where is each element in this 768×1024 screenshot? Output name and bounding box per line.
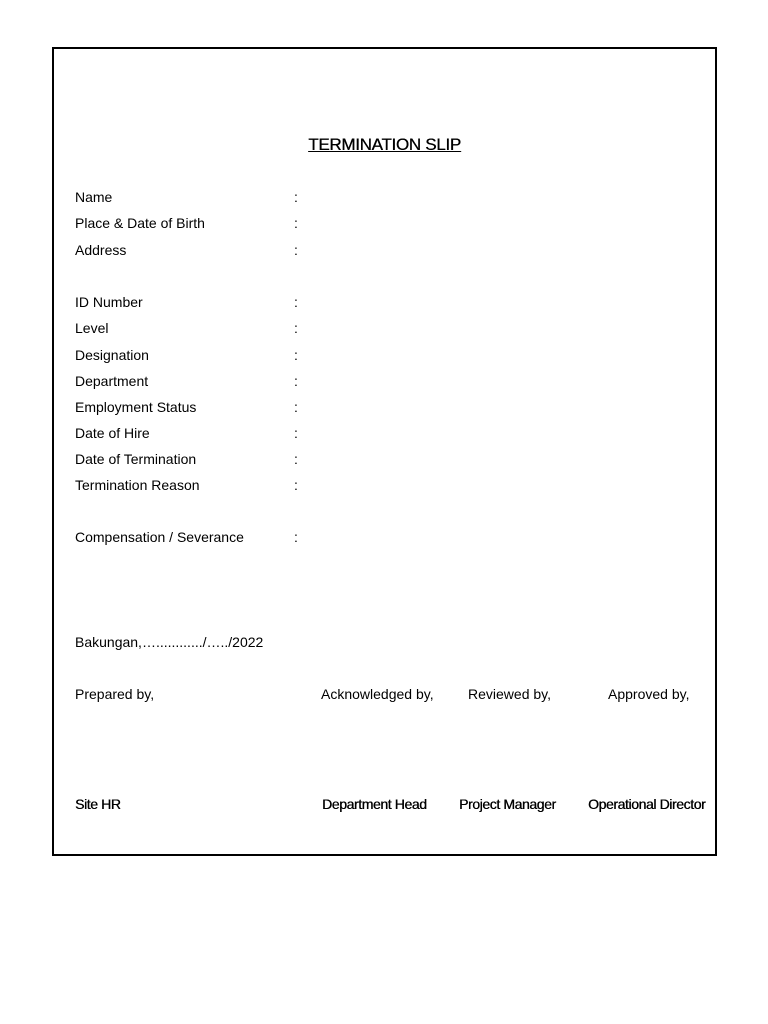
field-separator: : bbox=[294, 294, 298, 310]
field-level bbox=[75, 319, 695, 337]
field-compensation-severance bbox=[75, 528, 695, 546]
approved-by-label: Approved by, bbox=[608, 686, 690, 702]
field-separator: : bbox=[294, 373, 298, 389]
field-label: Date of Termination bbox=[75, 451, 197, 467]
field-separator: : bbox=[294, 425, 298, 441]
signatory-project-manager: Project Manager bbox=[459, 796, 556, 812]
field-label: Date of Hire bbox=[75, 425, 150, 441]
signatory-department-head: Department Head bbox=[322, 796, 427, 812]
reviewed-by-label: Reviewed by, bbox=[468, 686, 552, 702]
field-date-of-termination bbox=[75, 450, 695, 468]
signatory-site-hr: Site HR bbox=[75, 796, 121, 812]
field-department bbox=[75, 372, 695, 390]
field-id-number bbox=[75, 293, 695, 311]
field-label: Compensation / Severance bbox=[75, 529, 244, 545]
place-and-date: Bakungan,…............/…../2022 bbox=[75, 634, 264, 650]
field-label: Department bbox=[75, 373, 149, 389]
field-separator: : bbox=[294, 189, 298, 205]
field-separator: : bbox=[294, 242, 298, 258]
field-separator: : bbox=[294, 347, 298, 363]
field-separator: : bbox=[294, 399, 298, 415]
field-separator: : bbox=[294, 320, 298, 336]
field-label: Address bbox=[75, 242, 127, 258]
field-separator: : bbox=[294, 477, 298, 493]
field-label: Termination Reason bbox=[75, 477, 200, 493]
prepared-by-label: Prepared by, bbox=[75, 686, 155, 702]
field-address bbox=[75, 241, 695, 259]
field-label: ID Number bbox=[75, 294, 143, 310]
field-designation bbox=[75, 346, 695, 364]
signatory-operational-director: Operational Director bbox=[588, 796, 706, 812]
field-separator: : bbox=[294, 529, 298, 545]
field-label: Place & Date of Birth bbox=[75, 215, 205, 231]
field-termination-reason bbox=[75, 476, 695, 494]
field-label: Name bbox=[75, 189, 113, 205]
document-title: TERMINATION SLIP bbox=[308, 135, 461, 154]
field-date-of-hire bbox=[75, 424, 695, 442]
field-separator: : bbox=[294, 451, 298, 467]
field-employment-status bbox=[75, 398, 695, 416]
field-label: Employment Status bbox=[75, 399, 197, 415]
acknowledged-by-label: Acknowledged by, bbox=[321, 686, 434, 702]
field-place-date-of-birth bbox=[75, 214, 695, 232]
field-label: Designation bbox=[75, 347, 149, 363]
field-label: Level bbox=[75, 320, 109, 336]
field-separator: : bbox=[294, 215, 298, 231]
field-name bbox=[75, 188, 695, 206]
document-frame bbox=[52, 47, 717, 856]
